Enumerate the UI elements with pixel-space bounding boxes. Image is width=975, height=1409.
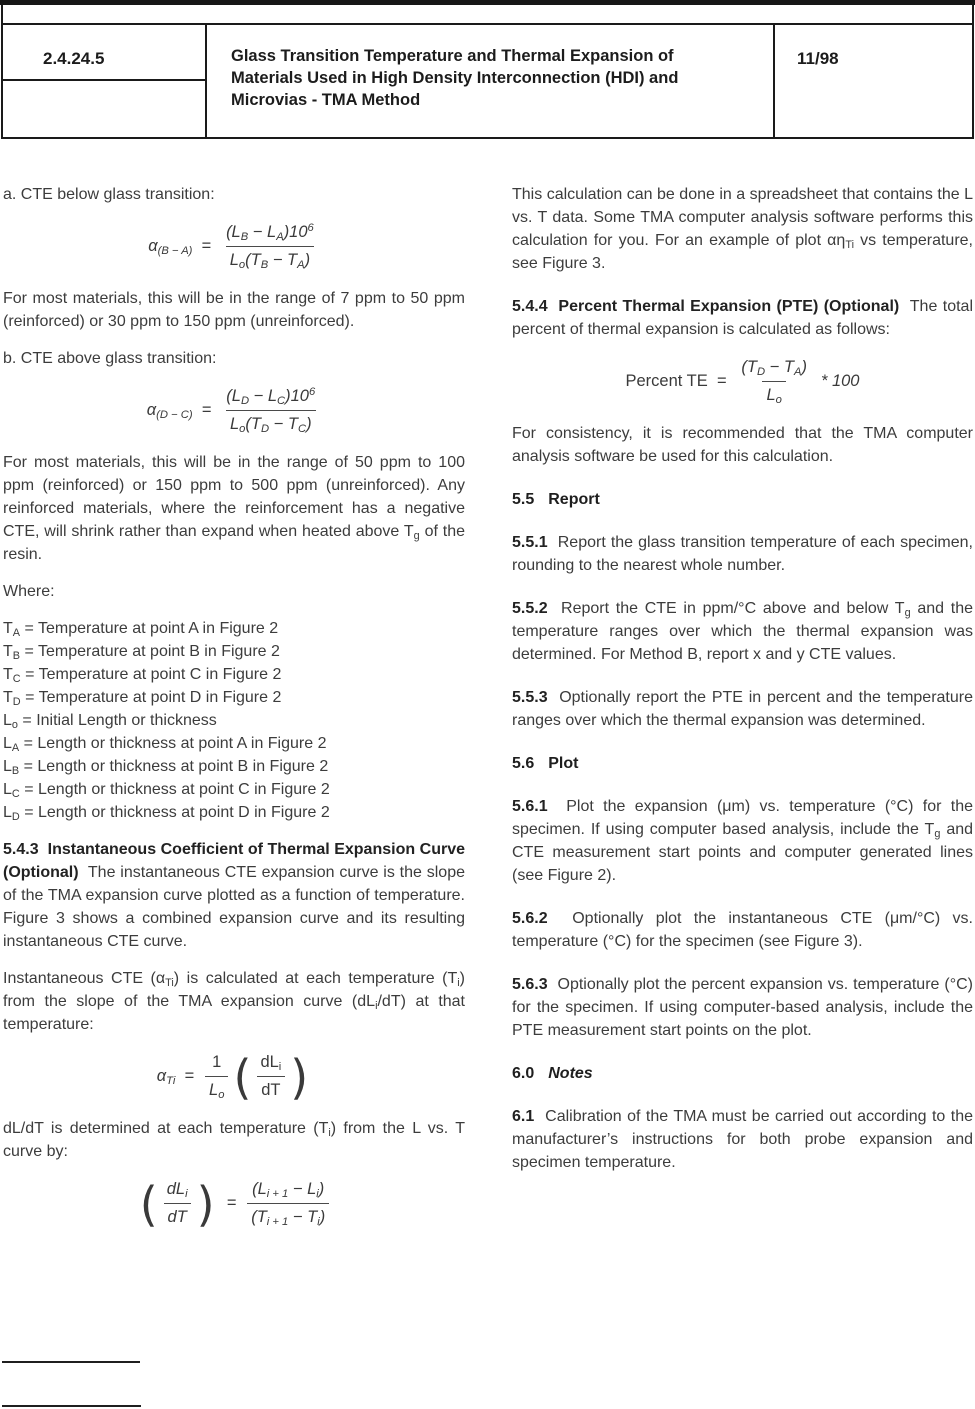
fraction-numerator: $dL_i$ [260, 1053, 282, 1073]
list-line: $L_C$ = Length or thickness at point C in Figure 2 [3, 781, 330, 800]
header-left-cell-divider [3, 79, 205, 81]
where-label: Where: [3, 583, 55, 600]
header-rule-top [3, 23, 972, 25]
paragraph: For most materials, this will be in the range of 50 ppm to 100 ppm (reinforced) or 150 ppm to 500 ppm (unreinforced). Any reinforced materials, where the reinforcement has a negative CTE, will shrink rather than expand when heated above $T_g$ of the resin. [3, 454, 465, 563]
formula-suffix: * 100 [820, 372, 860, 390]
definition-list [3, 617, 465, 824]
section-5-4-4: 5.4.4 Percent Thermal Expansion (PTE) (Optional) The total percent of thermal expansion is calculated as follows: [512, 298, 973, 338]
list-line: $T_C$ = Temperature at point C in Figure 2 [3, 666, 282, 685]
fraction-numerator: $(L_B - L_A)10^6$ [226, 221, 314, 243]
section-5-5-1: 5.5.1 Report the glass transition temperature of each specimen, rounding to the nearest whole number. [512, 534, 973, 574]
list-line: Microvias - TMA Method [231, 91, 421, 109]
formula-dl-dt: ( $\frac{dL_i}{dT}$ ) = $\frac{(L_{i + 1} - L_i)}{(T_{i + 1} - T_i)}$ [3, 1179, 465, 1228]
section-5-5-2: 5.5.2 Report the CTE in ppm/°C above and below $T_g$ and the temperature ranges over which the thermal expansion was determined. For Method B, report x and y CTE values. [512, 600, 973, 663]
section-title: Plot [548, 755, 579, 772]
fraction-numerator: $dL_i$ [166, 1180, 188, 1200]
doc-number: 2.4.24.5 [43, 49, 105, 68]
section-5-6-3: 5.6.3 Optionally plot the percent expansion vs. temperature (°C) for the specimen. If using computer-based analysis, include the PTE measurement start points on the plot. [512, 976, 973, 1039]
equals-sign: = [201, 237, 212, 255]
fraction [737, 357, 811, 406]
list-line: $L_o$ = Initial Length or thickness [3, 712, 217, 731]
section-5-5-3: 5.5.3 Optionally report the PTE in percent and the temperature ranges over which the thermal expansion was determined. [512, 689, 973, 729]
equals-sign: = [226, 1194, 237, 1212]
section-number: 5.5 [512, 491, 535, 508]
formula-instantaneous-cte: $\alpha_{Ti}$ = $\frac{1}{L_o}$ ( $\frac{dL_i}{dT}$ ) [156, 1048, 309, 1105]
equals-sign: = [716, 372, 727, 390]
formula-cte-above [3, 386, 465, 435]
paragraph: dL/dT is determined at each temperature $(T_i)$ from the L vs. T curve by: [3, 1120, 465, 1160]
paragraph: For consistency, it is recommended that the TMA computer analysis software be used for this calculation. [512, 425, 973, 465]
equals-sign: = [201, 401, 212, 419]
formula-lhs: $\alpha_{Ti}$ [156, 1067, 176, 1087]
formula-lhs: $\alpha_{(D - C)}$ [146, 401, 193, 421]
fraction-numerator: $(L_{i + 1} - L_i)$ [252, 1180, 325, 1200]
left-column [3, 183, 465, 1230]
section-title: Report [548, 491, 600, 508]
section-5-6-1: 5.6.1 Plot the expansion (μm) vs. temperature (°C) for the specimen. If using computer based analysis, include the $T_g$ and CTE measurement start points and computer generated lines (see Figure 2). [512, 798, 974, 884]
paragraph: Instantaneous CTE $(\alpha_{Ti})$ is calculated at each temperature $(T_i)$ from the slope of the TMA expansion curve $(dL_i/dT)$ at that temperature: [3, 970, 466, 1033]
list-line: $T_A$ = Temperature at point A in Figure 2 [3, 620, 279, 639]
list-line: Materials Used in High Density Interconnection (HDI) and [231, 69, 679, 87]
paragraph: For most materials, this will be in the range of 7 ppm to 50 ppm (reinforced) or 30 ppm to 150 ppm (unreinforced). [3, 290, 465, 330]
section-5-4-3: 5.4.3 Instantaneous Coefficient of Thermal Expansion Curve (Optional) The instantaneous CTE expansion curve is the slope of the TMA expansion curve plotted as a function of temperature. Figure 3 shows a combined expansion curve and its resulting instantaneous CTE curve. [3, 841, 465, 950]
doc-date: 11/98 [797, 49, 839, 68]
item-b-label: b. CTE above glass transition: [3, 350, 217, 367]
fraction-numerator: $(T_D - T_A)$ [741, 358, 807, 378]
fraction-denominator: $L_o$ [762, 381, 785, 406]
section-5-5-heading [512, 488, 973, 511]
list-line: $T_D$ = Temperature at point D in Figure 2 [3, 689, 282, 708]
list-line: $L_D$ = Length or thickness at point D in Figure 2 [3, 804, 330, 823]
item-a-label: a. CTE below glass transition: [3, 186, 215, 203]
fraction-denominator: $(T_{i + 1} - T_i)$ [247, 1203, 329, 1228]
section-number: 6.0 [512, 1065, 535, 1082]
right-column [512, 183, 973, 1174]
section-title: Notes [548, 1065, 593, 1082]
equals-sign: = [184, 1067, 195, 1085]
footnote-rule [2, 1405, 141, 1407]
fraction-denominator: $L_o$ [205, 1076, 228, 1101]
section-6-0-heading [512, 1062, 973, 1085]
fraction-numerator: $(L_D - L_C)10^6$ [226, 385, 316, 407]
fraction [256, 1052, 285, 1101]
fraction [222, 386, 319, 435]
header-table [1, 5, 974, 139]
list-line: $L_A$ = Length or thickness at point A in Figure 2 [3, 735, 327, 754]
header-divider-right [773, 23, 775, 137]
fraction-denominator: dT [257, 1076, 284, 1101]
footnote-rule [2, 1361, 140, 1363]
formula-lhs: $\alpha_{(B - A)}$ [148, 237, 193, 257]
formula-percent-te [512, 357, 973, 406]
fraction-denominator: dT [164, 1203, 191, 1228]
formula-lhs: Percent TE [625, 372, 708, 390]
section-6-1: 6.1 Calibration of the TMA must be carried out according to the manufacturer’s instructions for both probe expansion and specimen temperature. [512, 1108, 973, 1171]
fraction [247, 1179, 329, 1228]
fraction-denominator: $L_o(T_B - T_A)$ [226, 246, 314, 271]
fraction-denominator: $L_o(T_D - T_C)$ [226, 410, 316, 435]
section-number: 5.6 [512, 755, 535, 772]
header-divider-left [205, 23, 207, 137]
fraction [205, 1052, 228, 1101]
list-line: $T_B$ = Temperature at point B in Figure 2 [3, 643, 280, 662]
list-line: $L_B$ = Length or thickness at point B in Figure 2 [3, 758, 329, 777]
list-line: Glass Transition Temperature and Thermal Expansion of [231, 47, 674, 65]
section-5-6-heading [512, 752, 973, 775]
fraction [222, 222, 318, 271]
fraction [163, 1179, 192, 1228]
fraction-numerator: 1 [212, 1053, 222, 1071]
formula-cte-below [3, 222, 465, 271]
doc-title [231, 45, 761, 111]
paragraph: This calculation can be done in a spreadsheet that contains the L vs. T data. Some TMA computer analysis software performs this calculation for you. For an example of plot $\alpha\eta_{Ti}$ vs temperature, see Figure 3. [512, 186, 974, 272]
section-5-6-2: 5.6.2 Optionally plot the instantaneous CTE (μm/°C) vs. temperature (°C) for the specimen (see Figure 3). [512, 910, 973, 950]
